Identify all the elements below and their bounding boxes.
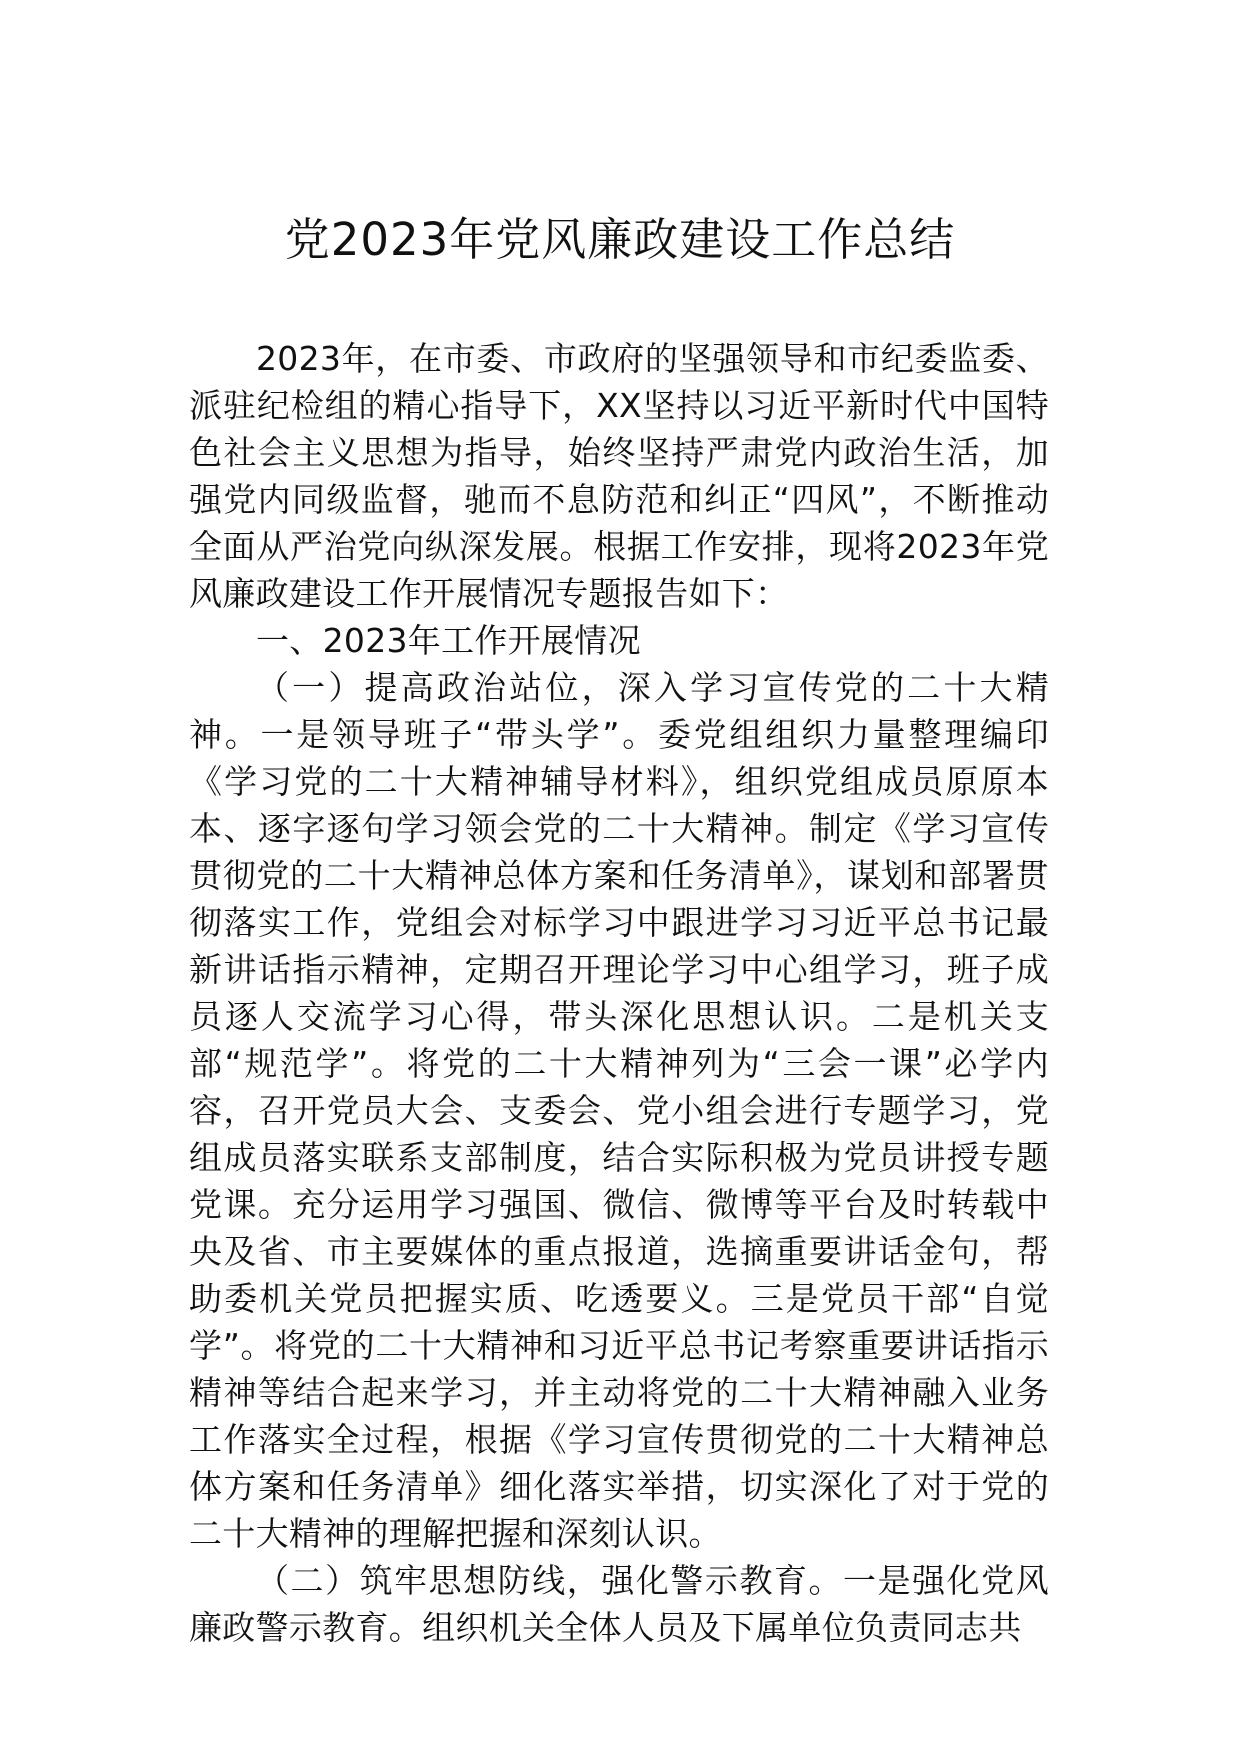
section-heading: 一、2023年工作开展情况 [256, 621, 641, 660]
paragraph-intro: 2023年，在市委、市政府的坚强领导和市纪委监委、派驻纪检组的精心指导下，XX坚持以习近平新时代中国特色社会主义思想为指导，始终坚持严肃党内政治生活，加强党内同级监督，驰而不息防范和纠正“四风”，不断推动全面从严治党向纵深发展。根据工作安排，现将2023年党风廉政建设工作开展情况专题报告如下： [189, 339, 1049, 613]
document-title: 党2023年党风廉政建设工作总结 [284, 213, 956, 266]
paragraph-section-1: （一）提高政治站位，深入学习宣传党的二十大精神。一是领导班子“带头学”。委党组组织力量整理编印《学习党的二十大精神辅导材料》，组织党组成员原原本本、逐字逐句学习领会党的二十大精神。制定《学习宣传贯彻党的二十大精神总体方案和任务清单》，谋划和部署贯彻落实工作，党组会对标学习中跟进学习习近平总书记最新讲话指示精神，定期召开理论学习中心组学习，班子成员逐人交流学习心得，带头深化思想认识。二是机关支部“规范学”。将党的二十大精神列为“三会一课”必学内容，召开党员大会、支委会、党小组会进行专题学习，党组成员落实联系支部制度，结合实际积极为党员讲授专题党课。充分运用学习强国、微信、微博等平台及时转载中央及省、市主要媒体的重点报道，选摘重要讲话金句，帮助委机关党员把握实质、吃透要义。三是党员干部“自觉学”。将党的二十大精神和习近平总书记考察重要讲话指示精神等结合起来学习，并主动将党的二十大精神融入业务工作落实全过程，根据《学习宣传贯彻党的二十大精神总体方案和任务清单》细化落实举措，切实深化了对于党的二十大精神的理解把握和深刻认识。 [189, 668, 1049, 1553]
paragraph-section-2: （二）筑牢思想防线，强化警示教育。一是强化党风廉政警示教育。组织机关全体人员及下属单位负责同志共 [189, 1561, 1049, 1647]
document-body [189, 335, 1049, 1651]
